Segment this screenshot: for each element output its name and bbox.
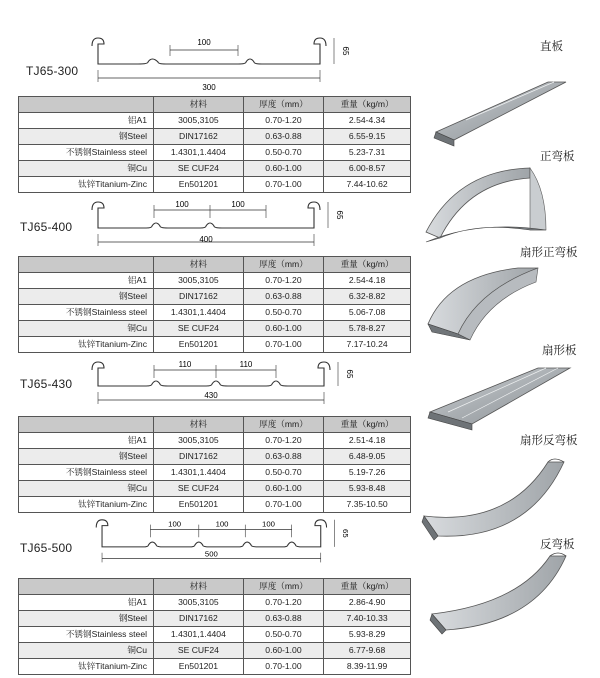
cell-thickness: 0.70-1.20	[243, 433, 323, 449]
fan-curved-panel-image	[428, 268, 538, 340]
cell-grade: SE CUF24	[154, 481, 244, 497]
cell-thickness: 0.63-0.88	[243, 449, 323, 465]
header-cell: 厚度（mm）	[243, 97, 323, 113]
cell-material: 钛锌Titanium-Zinc	[19, 177, 154, 193]
dim-width: 430	[204, 391, 218, 400]
cell-weight: 8.39-11.99	[324, 659, 411, 675]
cell-grade: En501201	[154, 337, 244, 353]
cell-material: 钢Steel	[19, 449, 154, 465]
cell-grade: En501201	[154, 497, 244, 513]
dim-segment: 100	[262, 519, 275, 529]
cell-thickness: 0.50-0.70	[243, 465, 323, 481]
table-row	[19, 449, 411, 465]
dim-width: 500	[204, 549, 218, 559]
table-row	[19, 129, 411, 145]
cell-material: 铝A1	[19, 595, 154, 611]
cell-grade: 1.4301,1.4404	[154, 627, 244, 643]
cell-material: 铜Cu	[19, 643, 154, 659]
cell-material: 钢Steel	[19, 289, 154, 305]
cell-material: 不锈钢Stainless steel	[19, 145, 154, 161]
cell-material: 铜Cu	[19, 321, 154, 337]
cell-grade: DIN17162	[154, 129, 244, 145]
cell-material: 铜Cu	[19, 481, 154, 497]
cell-weight: 7.44-10.62	[324, 177, 411, 193]
dim-segment: 110	[239, 360, 253, 369]
cell-weight: 5.23-7.31	[324, 145, 411, 161]
straight-panel-image	[434, 82, 566, 146]
fan-panel-image	[428, 368, 570, 430]
cell-thickness: 0.50-0.70	[243, 305, 323, 321]
spec-table	[18, 578, 411, 675]
table-row	[19, 337, 411, 353]
dim-width: 400	[199, 235, 213, 244]
cell-thickness: 0.70-1.20	[243, 595, 323, 611]
cell-grade: DIN17162	[154, 449, 244, 465]
cell-weight: 2.54-4.18	[324, 273, 411, 289]
spec-table	[18, 416, 411, 513]
cell-weight: 6.32-8.82	[324, 289, 411, 305]
cell-thickness: 0.50-0.70	[243, 627, 323, 643]
cell-weight: 7.35-10.50	[324, 497, 411, 513]
panel-label-fan-reverse: 扇形反弯板	[520, 435, 578, 447]
panel-label-fan: 扇形板	[542, 345, 577, 357]
header-cell: 重量（kg/m）	[324, 97, 411, 113]
cell-thickness: 0.60-1.00	[243, 161, 323, 177]
cell-material: 不锈钢Stainless steel	[19, 465, 154, 481]
cell-material: 铝A1	[19, 273, 154, 289]
dim-segment: 100	[231, 200, 245, 209]
table-row	[19, 321, 411, 337]
cell-material: 不锈钢Stainless steel	[19, 627, 154, 643]
cell-grade: 3005,3105	[154, 433, 244, 449]
header-cell	[19, 579, 154, 595]
spec-table	[18, 256, 411, 353]
table-row	[19, 659, 411, 675]
cell-grade: En501201	[154, 177, 244, 193]
header-cell: 厚度（mm）	[243, 257, 323, 273]
profile-diagram	[88, 196, 358, 256]
cell-material: 钛锌Titanium-Zinc	[19, 497, 154, 513]
dim-segment: 100	[168, 519, 182, 529]
table-row	[19, 611, 411, 627]
table-row	[19, 305, 411, 321]
header-cell: 厚度（mm）	[243, 579, 323, 595]
cell-thickness: 0.63-0.88	[243, 289, 323, 305]
table-row	[19, 627, 411, 643]
cell-weight: 7.17-10.24	[324, 337, 411, 353]
header-cell	[19, 257, 154, 273]
header-cell: 重量（kg/m）	[324, 417, 411, 433]
panel-label-straight: 直板	[540, 41, 563, 53]
cell-grade: En501201	[154, 659, 244, 675]
profile-diagram	[88, 32, 358, 92]
table-row	[19, 289, 411, 305]
model-label: TJ65-400	[20, 220, 73, 234]
cell-material: 钢Steel	[19, 611, 154, 627]
table-row	[19, 177, 411, 193]
cell-grade: 3005,3105	[154, 273, 244, 289]
spec-table	[18, 96, 411, 193]
cell-weight: 2.51-4.18	[324, 433, 411, 449]
panel-label-fan-curved: 扇形正弯板	[520, 247, 578, 259]
cell-thickness: 0.70-1.00	[243, 337, 323, 353]
profile-diagram	[88, 514, 358, 574]
panel-illustrations	[418, 0, 600, 678]
header-cell: 材料	[154, 417, 244, 433]
dim-height: 65	[345, 369, 354, 379]
header-cell: 材料	[154, 97, 244, 113]
cell-weight: 2.54-4.34	[324, 113, 411, 129]
dim-segment: 110	[178, 360, 192, 369]
fan-reverse-curved-panel-image	[422, 459, 564, 540]
table-row	[19, 465, 411, 481]
cell-weight: 6.00-8.57	[324, 161, 411, 177]
table-row	[19, 497, 411, 513]
cell-grade: 1.4301,1.4404	[154, 145, 244, 161]
table-row	[19, 161, 411, 177]
cell-material: 铝A1	[19, 433, 154, 449]
cell-weight: 7.40-10.33	[324, 611, 411, 627]
table-row	[19, 273, 411, 289]
table-row	[19, 643, 411, 659]
cell-grade: 1.4301,1.4404	[154, 465, 244, 481]
table-row	[19, 481, 411, 497]
cell-weight: 6.55-9.15	[324, 129, 411, 145]
cell-material: 钛锌Titanium-Zinc	[19, 659, 154, 675]
model-label: TJ65-500	[20, 541, 73, 555]
cell-thickness: 0.70-1.00	[243, 659, 323, 675]
cell-weight: 5.19-7.26	[324, 465, 411, 481]
cell-weight: 5.06-7.08	[324, 305, 411, 321]
cell-material: 钛锌Titanium-Zinc	[19, 337, 154, 353]
reverse-curved-panel-image	[430, 553, 566, 634]
cell-grade: 3005,3105	[154, 113, 244, 129]
cell-material: 铝A1	[19, 113, 154, 129]
cell-thickness: 0.70-1.20	[243, 113, 323, 129]
table-row	[19, 595, 411, 611]
cell-thickness: 0.60-1.00	[243, 481, 323, 497]
cell-thickness: 0.60-1.00	[243, 643, 323, 659]
header-cell: 厚度（mm）	[243, 417, 323, 433]
cell-thickness: 0.70-1.00	[243, 177, 323, 193]
cell-grade: SE CUF24	[154, 321, 244, 337]
dim-height: 65	[335, 210, 344, 220]
cell-material: 不锈钢Stainless steel	[19, 305, 154, 321]
cell-weight: 6.77-9.68	[324, 643, 411, 659]
cell-material: 钢Steel	[19, 129, 154, 145]
dim-segment: 100	[215, 519, 229, 529]
panel-label-curved: 正弯板	[540, 151, 575, 163]
header-cell: 重量（kg/m）	[324, 257, 411, 273]
cell-thickness: 0.63-0.88	[243, 611, 323, 627]
dim-height: 65	[341, 46, 350, 56]
cell-weight: 6.48-9.05	[324, 449, 411, 465]
cell-thickness: 0.70-1.20	[243, 273, 323, 289]
table-row	[19, 145, 411, 161]
header-cell: 重量（kg/m）	[324, 579, 411, 595]
cell-thickness: 0.63-0.88	[243, 129, 323, 145]
cell-material: 铜Cu	[19, 161, 154, 177]
dim-segment: 100	[197, 38, 211, 47]
profile-diagram	[88, 356, 358, 416]
cell-thickness: 0.70-1.00	[243, 497, 323, 513]
table-row	[19, 113, 411, 129]
header-cell: 材料	[154, 579, 244, 595]
model-label: TJ65-430	[20, 377, 73, 391]
table-row	[19, 433, 411, 449]
cell-weight: 5.93-8.29	[324, 627, 411, 643]
header-cell	[19, 417, 154, 433]
cell-weight: 5.93-8.48	[324, 481, 411, 497]
cell-thickness: 0.50-0.70	[243, 145, 323, 161]
cell-grade: SE CUF24	[154, 643, 244, 659]
cell-weight: 2.86-4.90	[324, 595, 411, 611]
cell-thickness: 0.60-1.00	[243, 321, 323, 337]
cell-weight: 5.78-8.27	[324, 321, 411, 337]
dim-height: 65	[341, 529, 350, 538]
header-cell: 材料	[154, 257, 244, 273]
panel-label-reverse: 反弯板	[540, 539, 575, 551]
cell-grade: 3005,3105	[154, 595, 244, 611]
cell-grade: SE CUF24	[154, 161, 244, 177]
dim-width: 300	[202, 83, 216, 92]
dim-segment: 100	[175, 200, 189, 209]
curved-panel-image	[426, 168, 546, 242]
model-label: TJ65-300	[26, 64, 79, 78]
cell-grade: DIN17162	[154, 611, 244, 627]
cell-grade: DIN17162	[154, 289, 244, 305]
header-cell	[19, 97, 154, 113]
cell-grade: 1.4301,1.4404	[154, 305, 244, 321]
